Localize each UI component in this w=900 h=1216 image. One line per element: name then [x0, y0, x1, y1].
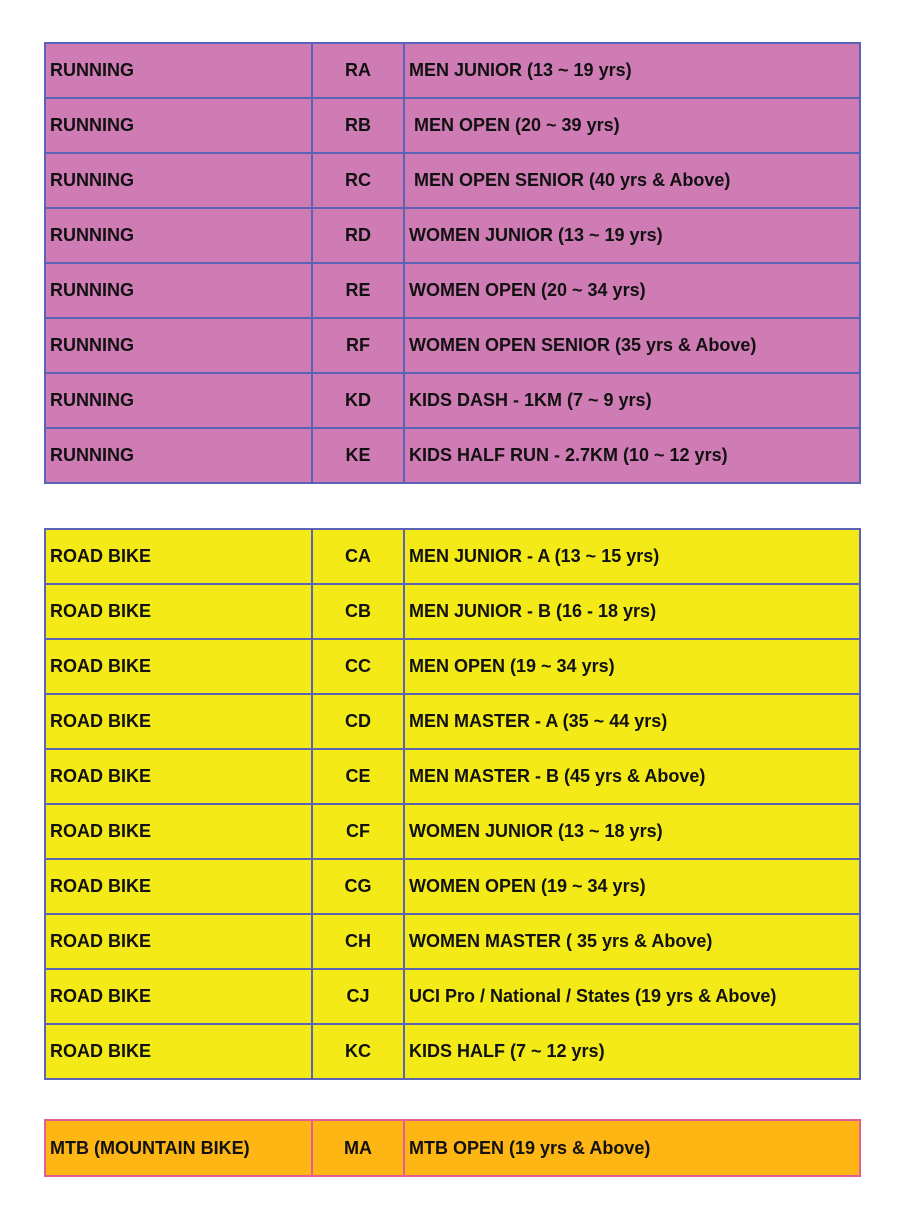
- sport-cell: ROAD BIKE: [45, 639, 312, 694]
- code-cell: RA: [312, 43, 404, 98]
- code-cell: RB: [312, 98, 404, 153]
- category-cell: WOMEN OPEN (19 ~ 34 yrs): [404, 859, 860, 914]
- category-cell: WOMEN JUNIOR (13 ~ 19 yrs): [404, 208, 860, 263]
- code-cell: KC: [312, 1024, 404, 1079]
- category-cell: WOMEN JUNIOR (13 ~ 18 yrs): [404, 804, 860, 859]
- table-row: [45, 914, 860, 969]
- table-row: [45, 263, 860, 318]
- sport-cell: RUNNING: [45, 318, 312, 373]
- sport-cell: ROAD BIKE: [45, 914, 312, 969]
- code-cell: CH: [312, 914, 404, 969]
- sport-cell: RUNNING: [45, 98, 312, 153]
- sport-cell: ROAD BIKE: [45, 529, 312, 584]
- table-row: [45, 859, 860, 914]
- code-cell: CG: [312, 859, 404, 914]
- category-cell: KIDS DASH - 1KM (7 ~ 9 yrs): [404, 373, 860, 428]
- sport-cell: ROAD BIKE: [45, 804, 312, 859]
- table-row: [45, 694, 860, 749]
- code-cell: CF: [312, 804, 404, 859]
- code-cell: MA: [312, 1120, 404, 1176]
- table-row: [45, 529, 860, 584]
- table-row: [45, 43, 860, 98]
- table-row: [45, 749, 860, 804]
- code-cell: CJ: [312, 969, 404, 1024]
- category-cell: MEN MASTER - B (45 yrs & Above): [404, 749, 860, 804]
- table-row: [45, 428, 860, 483]
- sport-cell: RUNNING: [45, 43, 312, 98]
- table-row: [45, 98, 860, 153]
- category-cell: MEN JUNIOR - B (16 - 18 yrs): [404, 584, 860, 639]
- code-cell: RE: [312, 263, 404, 318]
- sport-cell: RUNNING: [45, 263, 312, 318]
- code-cell: RD: [312, 208, 404, 263]
- running-category-table: [44, 42, 861, 484]
- category-cell: MEN OPEN (20 ~ 39 yrs): [404, 98, 860, 153]
- table-row: [45, 584, 860, 639]
- sport-cell: RUNNING: [45, 153, 312, 208]
- category-cell: MEN OPEN (19 ~ 34 yrs): [404, 639, 860, 694]
- sport-cell: ROAD BIKE: [45, 1024, 312, 1079]
- sport-cell: ROAD BIKE: [45, 749, 312, 804]
- category-cell: WOMEN OPEN (20 ~ 34 yrs): [404, 263, 860, 318]
- table-row: [45, 1024, 860, 1079]
- sport-cell: RUNNING: [45, 373, 312, 428]
- table-row: [45, 804, 860, 859]
- code-cell: KE: [312, 428, 404, 483]
- code-cell: RF: [312, 318, 404, 373]
- table-row: [45, 969, 860, 1024]
- sport-cell: ROAD BIKE: [45, 694, 312, 749]
- category-cell: KIDS HALF RUN - 2.7KM (10 ~ 12 yrs): [404, 428, 860, 483]
- table-row: [45, 318, 860, 373]
- sport-cell: ROAD BIKE: [45, 859, 312, 914]
- code-cell: CC: [312, 639, 404, 694]
- code-cell: CD: [312, 694, 404, 749]
- table-row: [45, 208, 860, 263]
- category-cell: MEN JUNIOR (13 ~ 19 yrs): [404, 43, 860, 98]
- category-cell: MEN MASTER - A (35 ~ 44 yrs): [404, 694, 860, 749]
- sport-cell: ROAD BIKE: [45, 584, 312, 639]
- code-cell: CA: [312, 529, 404, 584]
- road-bike-category-table: [44, 528, 861, 1080]
- table-row: [45, 153, 860, 208]
- category-cell: MEN JUNIOR - A (13 ~ 15 yrs): [404, 529, 860, 584]
- code-cell: CE: [312, 749, 404, 804]
- category-cell: MEN OPEN SENIOR (40 yrs & Above): [404, 153, 860, 208]
- table-row: [45, 639, 860, 694]
- code-cell: KD: [312, 373, 404, 428]
- sport-cell: RUNNING: [45, 208, 312, 263]
- sport-cell: MTB (MOUNTAIN BIKE): [45, 1120, 312, 1176]
- table-row: [45, 1120, 860, 1176]
- category-cell: WOMEN MASTER ( 35 yrs & Above): [404, 914, 860, 969]
- mtb-category-table: [44, 1119, 861, 1177]
- category-cell: WOMEN OPEN SENIOR (35 yrs & Above): [404, 318, 860, 373]
- code-cell: CB: [312, 584, 404, 639]
- code-cell: RC: [312, 153, 404, 208]
- sport-cell: ROAD BIKE: [45, 969, 312, 1024]
- category-cell: MTB OPEN (19 yrs & Above): [404, 1120, 860, 1176]
- table-row: [45, 373, 860, 428]
- category-cell: UCI Pro / National / States (19 yrs & Above): [404, 969, 860, 1024]
- category-cell: KIDS HALF (7 ~ 12 yrs): [404, 1024, 860, 1079]
- sport-cell: RUNNING: [45, 428, 312, 483]
